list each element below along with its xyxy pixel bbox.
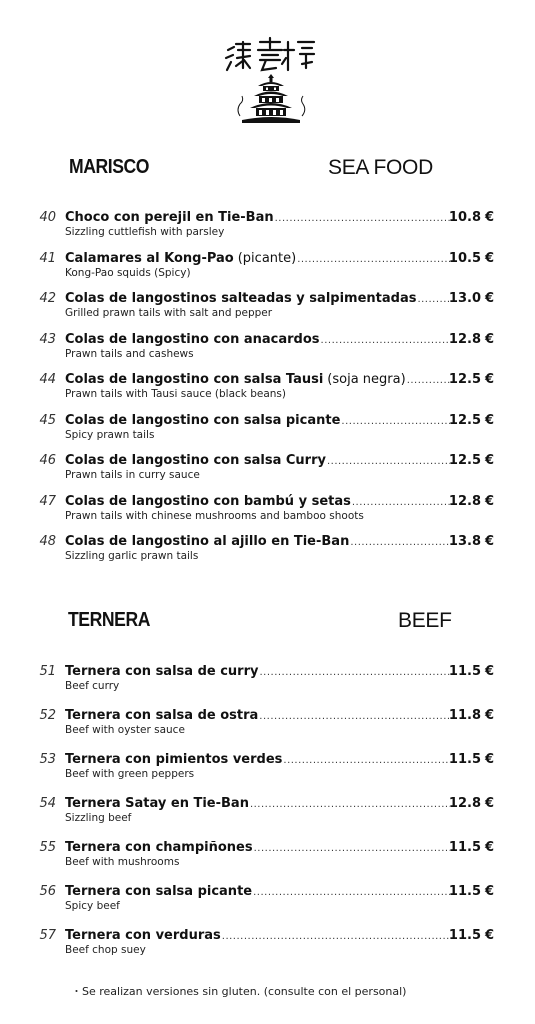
item-line — [65, 928, 451, 943]
item-number: 41 — [39, 250, 56, 266]
beef-title-en: BEEF — [398, 609, 452, 632]
item-currency: € — [484, 331, 494, 347]
item-currency: € — [484, 453, 494, 468]
item-description: Beef with green peppers — [65, 768, 195, 780]
menu-item — [0, 251, 535, 285]
seafood-title-es: MARISCO — [69, 156, 150, 178]
item-name: Calamares al Kong-Pao — [65, 250, 234, 266]
item-description: Spicy prawn tails — [65, 428, 155, 441]
item-line — [65, 664, 451, 679]
leader-dots — [254, 840, 450, 855]
item-name: Colas de langostinos salteadas y salpimentadas — [65, 291, 417, 306]
menu-item — [0, 796, 535, 830]
item-name: Colas de langostino con salsa Tausi — [65, 372, 324, 387]
item-line — [65, 494, 451, 509]
item-price: 11.5 — [448, 664, 481, 679]
menu-item — [0, 884, 535, 918]
item-currency: € — [484, 412, 494, 428]
item-price: 13.0 — [448, 291, 481, 306]
item-currency: € — [484, 534, 494, 549]
menu-item — [0, 291, 535, 325]
seafood-title-en: SEA FOOD — [328, 156, 433, 179]
item-number: 46 — [39, 453, 56, 468]
item-price: 13.8 — [448, 534, 481, 549]
item-currency: € — [484, 928, 494, 943]
leader-dots — [259, 664, 450, 679]
menu-item — [0, 928, 535, 962]
menu-item — [0, 494, 535, 528]
beef-list — [0, 664, 535, 964]
pagoda-logo-icon — [222, 36, 320, 126]
item-note: (picante) — [237, 250, 297, 266]
item-currency: € — [484, 291, 494, 306]
item-line — [65, 332, 451, 347]
item-number: 40 — [39, 210, 56, 225]
item-currency: € — [484, 752, 494, 767]
leader-dots — [350, 534, 450, 549]
item-number: 45 — [39, 412, 56, 428]
item-name: Ternera con salsa de ostra — [65, 708, 259, 723]
menu-item — [0, 752, 535, 786]
item-line — [65, 291, 451, 306]
leader-dots — [275, 210, 450, 225]
item-line — [65, 884, 451, 899]
item-currency: € — [484, 708, 494, 723]
item-currency: € — [484, 664, 494, 679]
item-number: 55 — [39, 840, 56, 855]
item-price: 12.5 — [448, 453, 481, 468]
item-price: 12.5 — [448, 372, 481, 387]
menu-item — [0, 332, 535, 366]
item-number: 54 — [39, 796, 56, 811]
item-price: 11.5 — [448, 752, 481, 767]
item-currency: € — [484, 372, 494, 387]
menu-item — [0, 534, 535, 568]
menu-item — [0, 453, 535, 487]
item-number: 57 — [39, 928, 56, 943]
item-number: 52 — [39, 708, 56, 723]
item-description: Grilled prawn tails with salt and pepper — [65, 307, 273, 319]
item-description: Kong-Pao squids (Spicy) — [65, 266, 191, 279]
leader-dots — [417, 291, 450, 306]
item-price: 10.8 — [448, 210, 481, 225]
item-name: Colas de langostino con salsa Curry — [65, 453, 326, 468]
item-description: Prawn tails with chinese mushrooms and bamboo shoots — [65, 509, 364, 522]
item-line — [65, 840, 451, 855]
leader-dots — [259, 708, 450, 723]
item-line — [65, 752, 451, 767]
item-description: Beef chop suey — [65, 944, 146, 956]
seafood-list — [0, 210, 535, 565]
leader-dots — [407, 372, 450, 387]
leader-dots — [341, 413, 450, 428]
item-price: 10.5 — [448, 250, 481, 266]
item-currency: € — [484, 796, 494, 811]
item-price: 11.8 — [448, 708, 481, 723]
item-description: Prawn tails with Tausi sauce (black beans) — [65, 388, 286, 400]
item-name: Ternera con salsa picante — [65, 884, 253, 899]
item-line — [65, 251, 451, 266]
item-price: 11.5 — [448, 840, 481, 855]
item-name: Colas de langostino con salsa picante — [65, 412, 341, 428]
item-description: Sizzling cuttlefish with parsley — [65, 226, 225, 238]
leader-dots — [327, 453, 450, 468]
menu-item — [0, 708, 535, 742]
menu-item — [0, 664, 535, 698]
item-description: Sizzling beef — [65, 812, 132, 824]
item-number: 48 — [39, 534, 56, 549]
menu-item — [0, 210, 535, 244]
item-description: Sizzling garlic prawn tails — [65, 550, 199, 562]
item-name: Choco con perejil en Tie-Ban — [65, 210, 274, 225]
item-price: 11.5 — [448, 884, 481, 899]
item-name: Colas de langostino al ajillo en Tie-Ban — [65, 534, 350, 549]
item-description: Beef with oyster sauce — [65, 724, 185, 736]
item-line — [65, 372, 451, 387]
gluten-footnote: ・Se realizan versiones sin gluten. (consulte con el personal) — [71, 985, 407, 998]
item-description: Beef curry — [65, 680, 120, 692]
item-description: Spicy beef — [65, 900, 120, 912]
leader-dots — [321, 332, 450, 347]
leader-dots — [253, 884, 450, 899]
menu-item — [0, 413, 535, 447]
item-line — [65, 796, 451, 811]
item-name: Colas de langostino con anacardos — [65, 331, 320, 347]
item-line — [65, 413, 451, 428]
item-note: (soja negra) — [327, 372, 406, 387]
item-name: Ternera con pimientos verdes — [65, 752, 283, 767]
item-currency: € — [484, 250, 494, 266]
item-line — [65, 210, 451, 225]
item-name: Ternera con salsa de curry — [65, 664, 259, 679]
menu-item — [0, 840, 535, 874]
item-currency: € — [484, 493, 494, 509]
leader-dots — [250, 796, 450, 811]
item-description: Prawn tails and cashews — [65, 347, 194, 360]
item-price: 12.8 — [448, 331, 481, 347]
item-description: Beef with mushrooms — [65, 856, 180, 868]
item-name: Colas de langostino con bambú y setas — [65, 493, 351, 509]
item-number: 53 — [39, 752, 56, 767]
item-number: 51 — [39, 664, 56, 679]
beef-title-es: TERNERA — [68, 609, 150, 631]
leader-dots — [222, 928, 450, 943]
item-name: Ternera con verduras — [65, 928, 221, 943]
item-price: 11.5 — [448, 928, 481, 943]
menu-item — [0, 372, 535, 406]
item-number: 42 — [39, 291, 56, 306]
item-name: Ternera Satay en Tie-Ban — [65, 796, 249, 811]
leader-dots — [283, 752, 450, 767]
item-name: Ternera con champiñones — [65, 840, 253, 855]
item-line — [65, 708, 451, 723]
item-price: 12.8 — [448, 796, 481, 811]
item-currency: € — [484, 884, 494, 899]
item-number: 47 — [39, 493, 56, 509]
item-currency: € — [484, 210, 494, 225]
leader-dots — [352, 494, 450, 509]
item-price: 12.8 — [448, 493, 481, 509]
item-currency: € — [484, 840, 494, 855]
item-description: Prawn tails in curry sauce — [65, 469, 200, 481]
item-number: 44 — [39, 372, 56, 387]
item-line — [65, 534, 451, 549]
item-number: 43 — [39, 331, 56, 347]
item-number: 56 — [39, 884, 56, 899]
item-line — [65, 453, 451, 468]
item-price: 12.5 — [448, 412, 481, 428]
leader-dots — [297, 251, 450, 266]
